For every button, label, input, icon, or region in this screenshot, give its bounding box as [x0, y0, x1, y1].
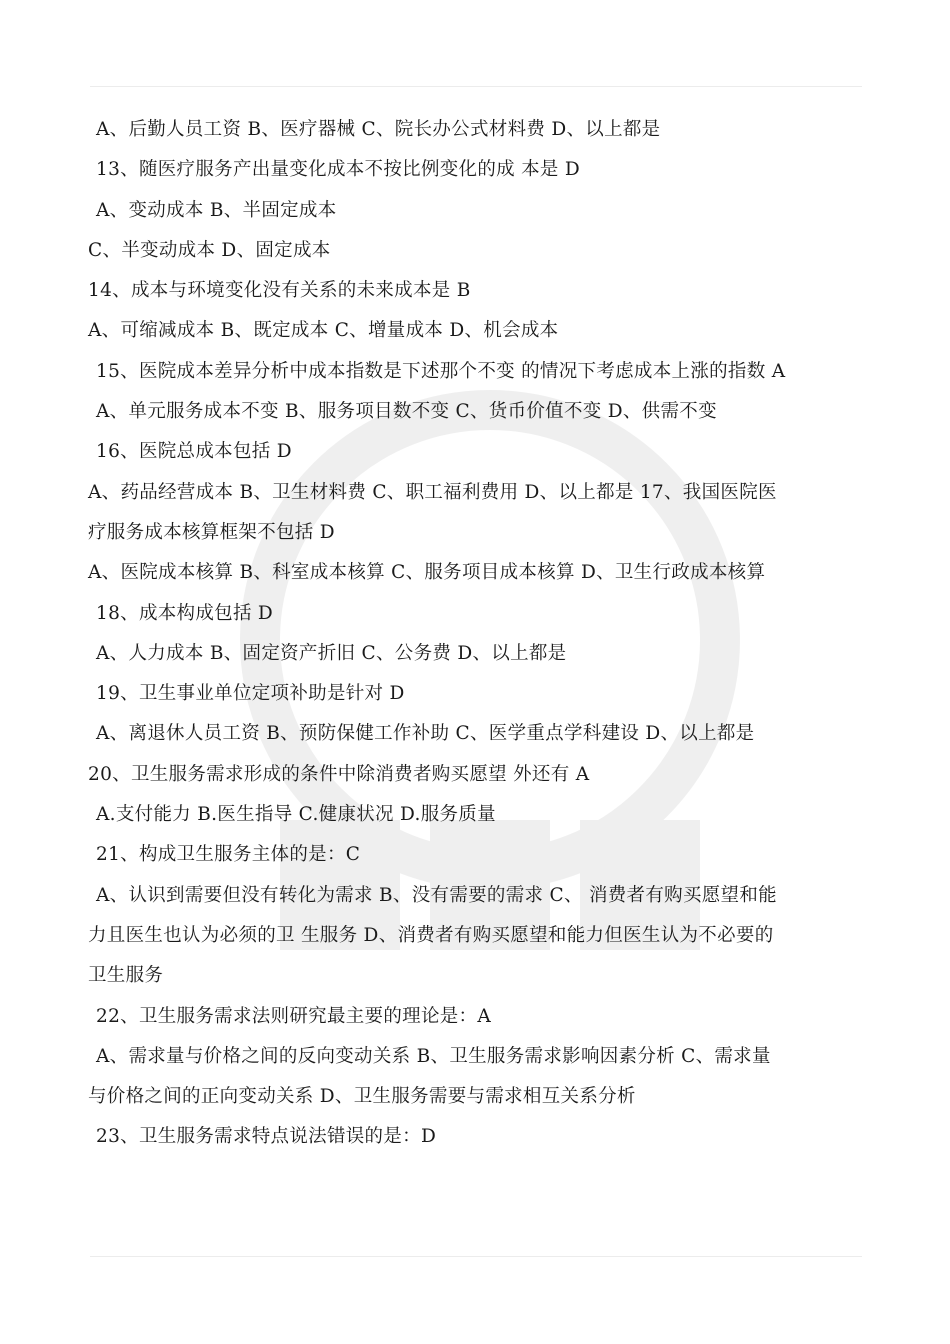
text-line: 21、构成卫生服务主体的是：C	[96, 844, 361, 866]
header-rule	[90, 86, 862, 87]
text-line: C、半变动成本 D、固定成本	[88, 239, 331, 261]
text-line: 23、卫生服务需求特点说法错误的是：D	[96, 1126, 437, 1148]
footer-rule	[90, 1256, 862, 1257]
text-line: A、认识到需要但没有转化为需求 B、没有需要的需求 C、 消费者有购买愿望和能	[96, 884, 777, 906]
text-line: 22、卫生服务需求法则研究最主要的理论是：A	[96, 1005, 492, 1027]
text-line: A、单元服务成本不变 B、服务项目数不变 C、货币价值不变 D、供需不变	[96, 401, 717, 423]
text-line: 20、卫生服务需求形成的条件中除消费者购买愿望 外还有 A	[88, 763, 590, 785]
text-line: 13、随医疗服务产出量变化成本不按比例变化的成 本是 D	[96, 159, 581, 181]
text-line: 19、卫生事业单位定项补助是针对 D	[96, 683, 405, 705]
text-line: A、医院成本核算 B、科室成本核算 C、服务项目成本核算 D、卫生行政成本核算	[88, 562, 766, 584]
text-line: A.支付能力 B.医生指导 C.健康状况 D.服务质量	[96, 804, 496, 826]
text-line: 力且医生也认为必须的卫 生服务 D、消费者有购买愿望和能力但医生认为不必要的	[88, 924, 774, 946]
text-line: 18、成本构成包括 D	[96, 602, 274, 624]
document-body	[88, 110, 864, 1158]
text-line: A、人力成本 B、固定资产折旧 C、公务费 D、以上都是	[96, 642, 567, 664]
text-line: 16、医院总成本包括 D	[96, 441, 292, 463]
text-line: 15、医院成本差异分析中成本指数是下述那个不变 的情况下考虑成本上涨的指数 A	[96, 360, 786, 382]
text-line: A、变动成本 B、半固定成本	[96, 199, 337, 221]
text-line: A、离退休人员工资 B、预防保健工作补助 C、医学重点学科建设 D、以上都是	[96, 723, 755, 745]
text-line: A、可缩减成本 B、既定成本 C、增量成本 D、机会成本	[88, 320, 559, 342]
text-line: A、后勤人员工资 B、医疗器械 C、院长办公式材料费 D、以上都是	[96, 119, 661, 140]
text-line: 14、成本与环境变化没有关系的未来成本是 B	[88, 280, 471, 302]
text-line: 卫生服务	[88, 965, 164, 987]
text-line: 疗服务成本核算框架不包括 D	[88, 521, 335, 543]
text-line: A、需求量与价格之间的反向变动关系 B、卫生服务需求影响因素分析 C、需求量	[96, 1045, 771, 1067]
text-line: A、药品经营成本 B、卫生材料费 C、职工福利费用 D、以上都是 17、我国医院医	[88, 481, 777, 503]
text-line: 与价格之间的正向变动关系 D、卫生服务需要与需求相互关系分析	[88, 1086, 636, 1108]
